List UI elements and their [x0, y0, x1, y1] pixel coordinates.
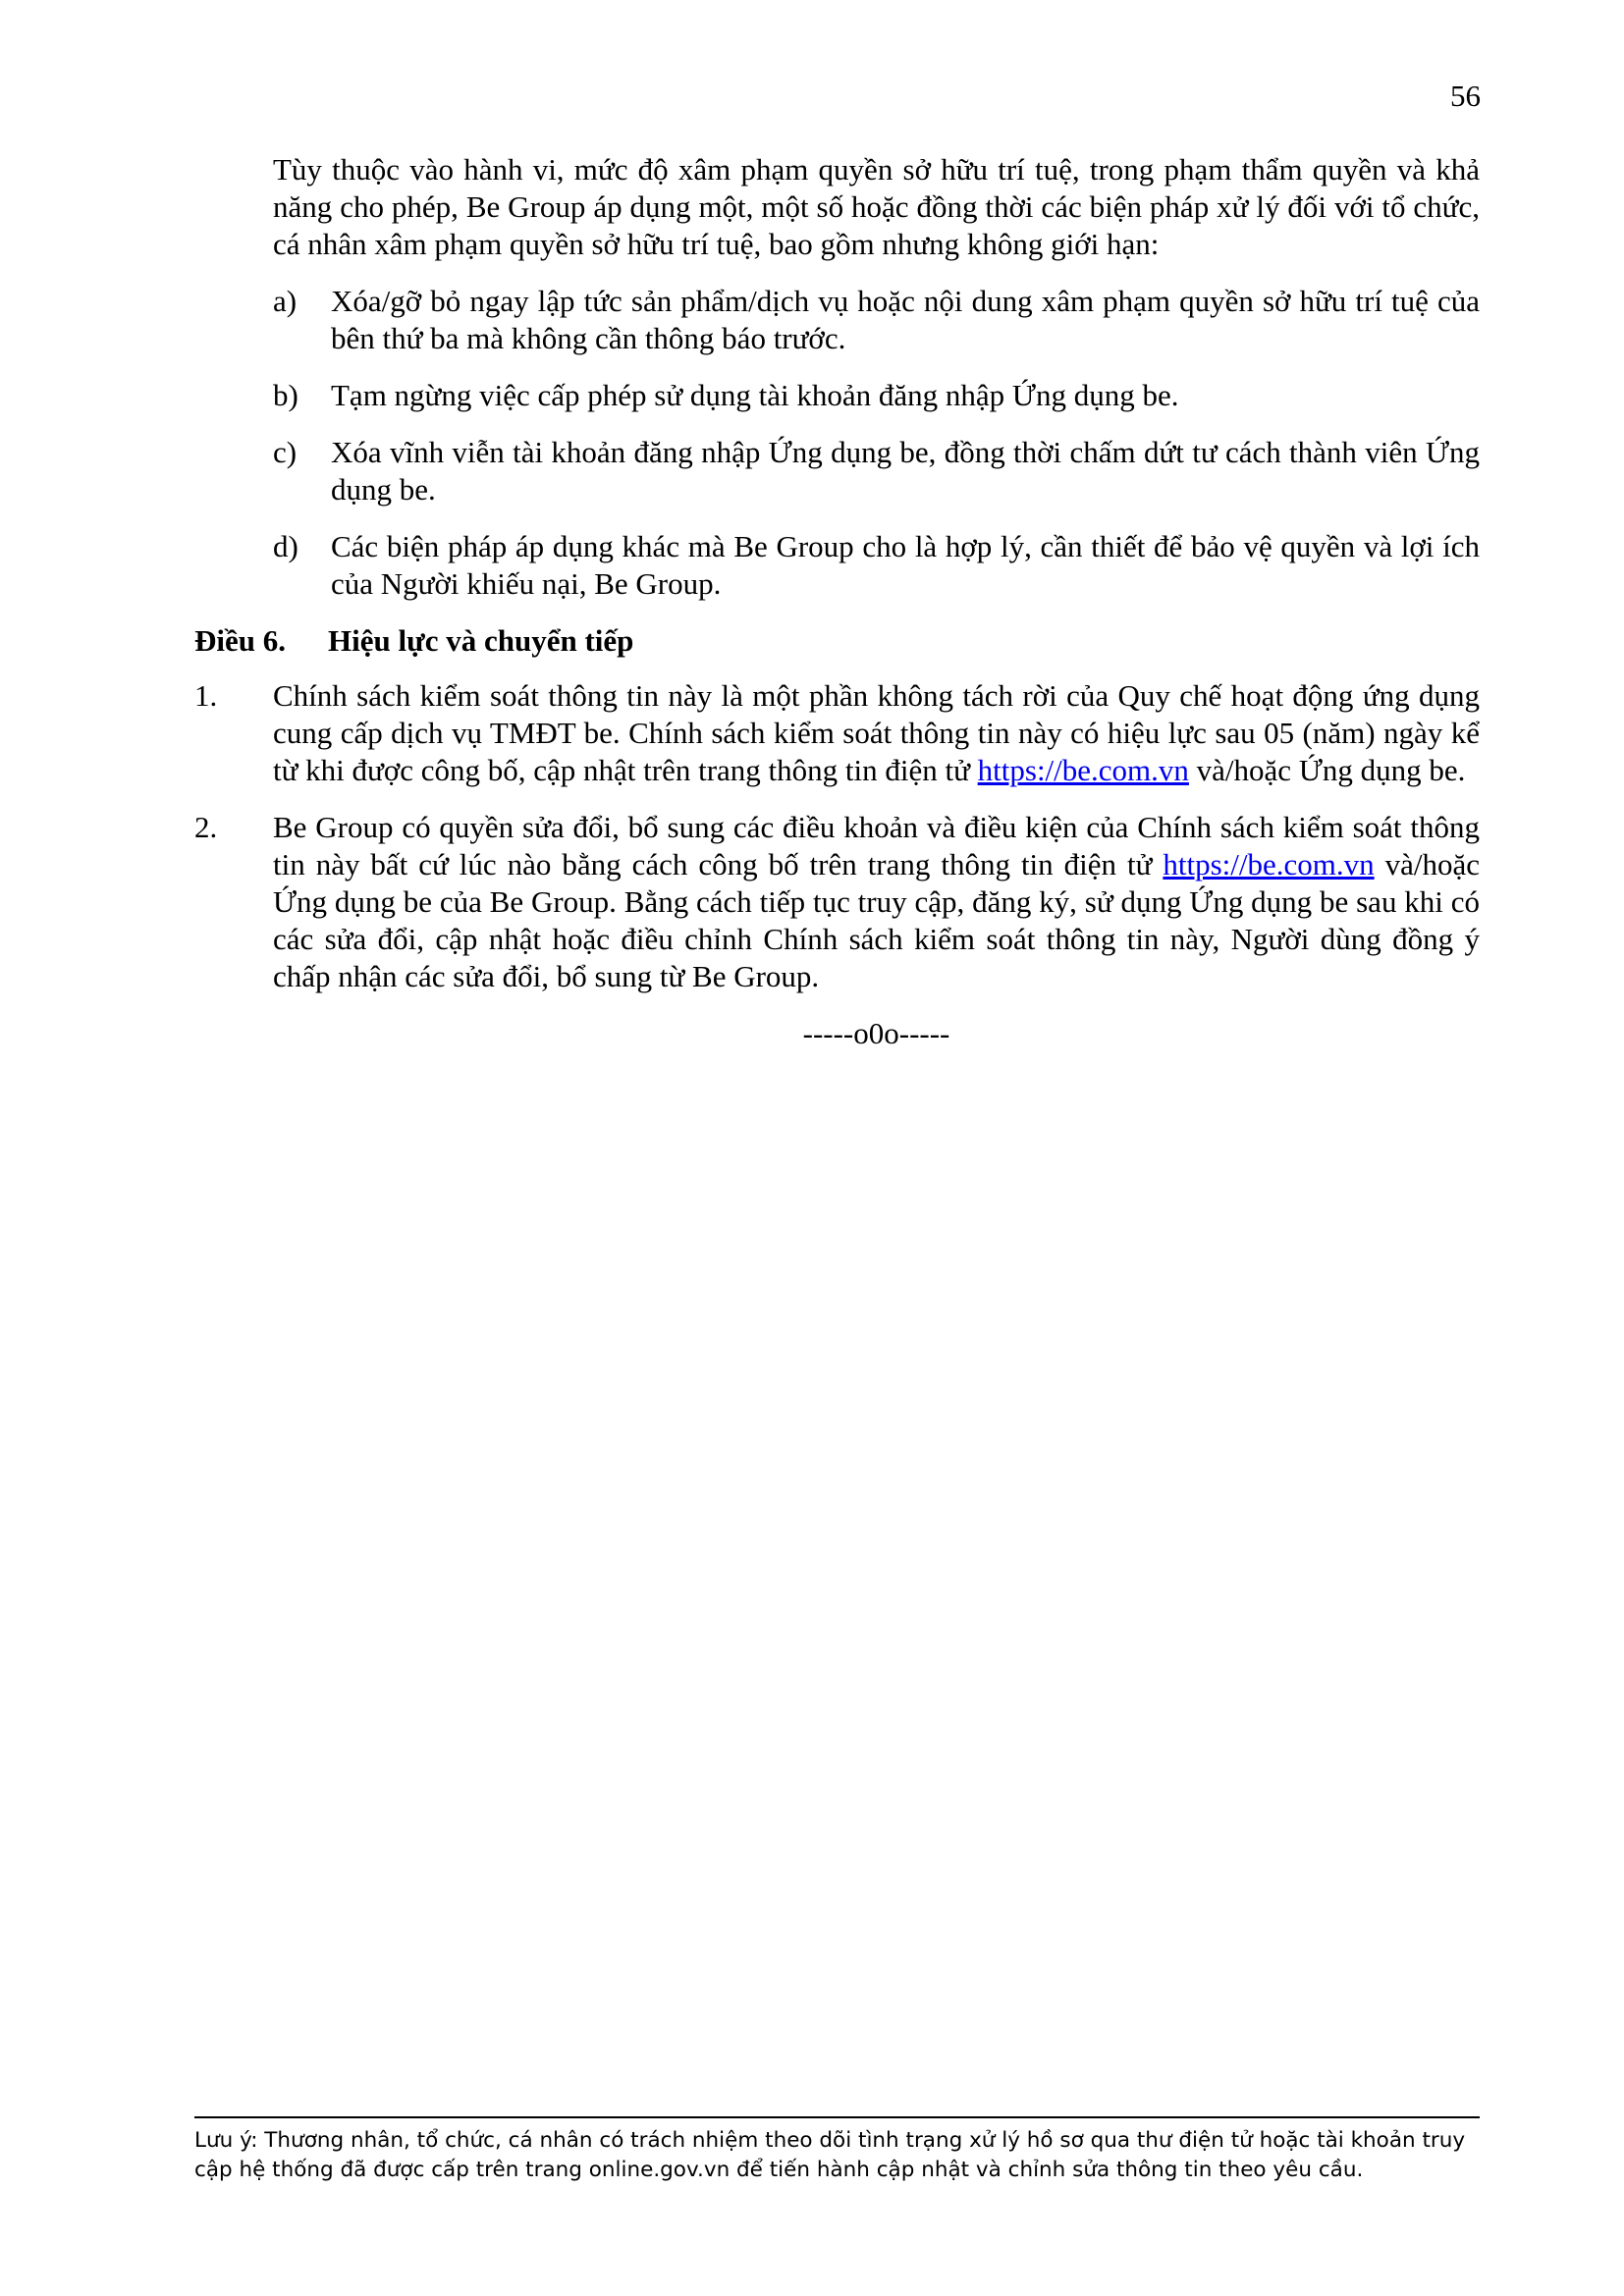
footer-note: Lưu ý: Thương nhân, tổ chức, cá nhân có trách nhiệm theo dõi tình trạng xử lý hồ sơ qua thư điện tử hoặc tài khoản truy cập hệ thống đã được cấp trên trang online.gov.vn để tiến hành cập nhật và chỉnh sửa thông tin theo yêu cầu. [194, 2128, 1466, 2182]
article-number: Điều 6. [194, 623, 286, 658]
list-item-text: Xóa vĩnh viễn tài khoản đăng nhập Ứng dụng be, đồng thời chấm dứt tư cách thành viên Ứng dụng be. [331, 435, 1480, 507]
list-item-text: Xóa/gỡ bỏ ngay lập tức sản phẩm/dịch vụ hoặc nội dung xâm phạm quyền sở hữu trí tuệ của bên thứ ba mà không cần thông báo trước. [331, 284, 1480, 355]
clause-marker: 1. [194, 678, 218, 713]
list-item [273, 434, 1480, 508]
clause-text-before: Chính sách kiểm soát thông tin này là một phần không tách rời của Quy chế hoạt động ứng dụng cung cấp dịch vụ TMĐT be. Chính sách kiểm soát thông tin này có hiệu lực sau 05 (năm) ngày kể từ khi được công bố, cập nhật trên trang thông tin điện tử [273, 678, 1480, 787]
article-heading [194, 622, 1480, 660]
list-marker: d) [273, 529, 298, 563]
footer-divider [194, 2116, 1480, 2118]
list-item-text: Các biện pháp áp dụng khác mà Be Group cho là hợp lý, cần thiết để bảo vệ quyền và lợi ích của Người khiếu nại, Be Group. [331, 529, 1480, 601]
intro-paragraph: Tùy thuộc vào hành vi, mức độ xâm phạm quyền sở hữu trí tuệ, trong phạm thẩm quyền và khả năng cho phép, Be Group áp dụng một, một số hoặc đồng thời các biện pháp xử lý đối với tổ chức, cá nhân xâm phạm quyền sở hữu trí tuệ, bao gồm nhưng không giới hạn: [273, 152, 1480, 261]
list-item [273, 377, 1480, 414]
clause-marker: 2. [194, 810, 218, 844]
clause-text-after: và/hoặc Ứng dụng be. [1188, 753, 1466, 787]
clause-item [194, 677, 1480, 789]
clause-text-before: Be Group có quyền sửa đổi, bổ sung các điều khoản và điều kiện của Chính sách kiểm soát thông tin này bất cứ lúc nào bằng cách công bố trên trang thông tin điện tử [273, 810, 1480, 881]
page-number: 56 [1450, 79, 1481, 113]
measures-list [273, 283, 1480, 603]
list-item-text: Tạm ngừng việc cấp phép sử dụng tài khoản đăng nhập Ứng dụng be. [331, 378, 1179, 412]
list-marker: c) [273, 435, 298, 469]
list-marker: a) [273, 284, 298, 318]
list-item [273, 283, 1480, 357]
list-item [273, 528, 1480, 603]
clause-text-after: và/hoặc Ứng dụng be của Be Group. Bằng cách tiếp tục truy cập, đăng ký, sử dụng Ứng dụng be sau khi có các sửa đổi, cập nhật hoặc điều chỉnh Chính sách kiểm soát thông tin này, Người dùng đồng ý chấp nhận các sửa đổi, bổ sung từ Be Group. [273, 847, 1480, 993]
article-title: Hiệu lực và chuyển tiếp [328, 623, 634, 658]
document-body [194, 151, 1480, 1052]
website-link[interactable]: https://be.com.vn [977, 753, 1189, 787]
closing-mark: -----o0o----- [802, 1016, 950, 1050]
list-marker: b) [273, 378, 298, 412]
clause-item [194, 809, 1480, 995]
website-link[interactable]: https://be.com.vn [1163, 847, 1375, 881]
